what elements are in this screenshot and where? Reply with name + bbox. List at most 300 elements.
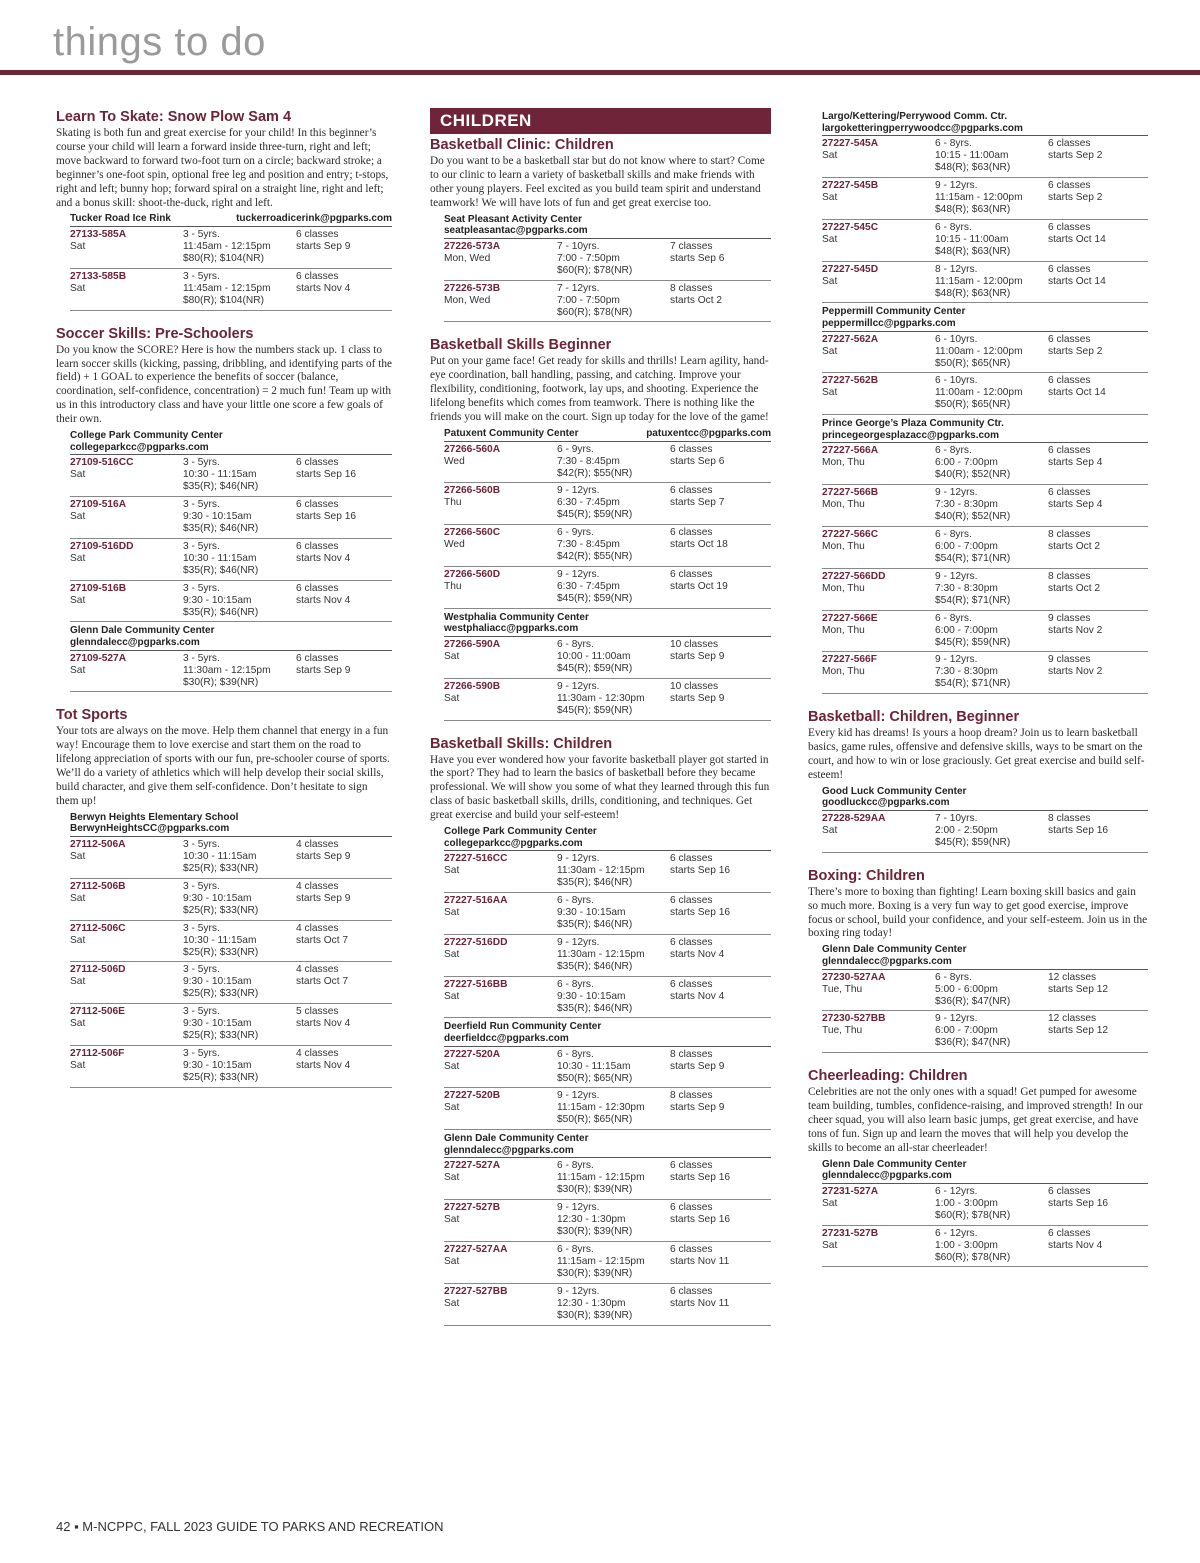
location-email[interactable]: glenndalecc@pgparks.com [822, 955, 952, 967]
class-age: 3 - 5yrs. [183, 1048, 220, 1060]
location-email[interactable]: patuxentcc@pgparks.com [646, 427, 771, 439]
class-row [822, 220, 1148, 262]
activity-section [808, 111, 1148, 694]
class-code[interactable]: 27227-545C [822, 221, 879, 233]
class-days: Wed [444, 455, 465, 467]
location-header [70, 213, 392, 227]
class-classes: 8 classes [670, 282, 713, 294]
location-name: Good Luck Community Center [822, 785, 967, 797]
class-starts: starts Sep 16 [670, 1172, 731, 1184]
class-age: 9 - 12yrs. [935, 487, 978, 499]
class-fee: $48(R); $63(NR) [935, 162, 1011, 174]
class-starts: starts Oct 7 [296, 934, 349, 946]
class-code[interactable]: 27266-590A [444, 638, 501, 650]
class-fee: $25(R); $33(NR) [183, 1030, 259, 1042]
class-row [444, 239, 771, 281]
class-time: 7:30 - 8:30pm [935, 499, 998, 511]
class-code[interactable]: 27227-516DD [444, 936, 508, 948]
class-days: Mon, Thu [822, 457, 865, 469]
class-days: Wed [444, 539, 465, 551]
class-classes: 9 classes [1048, 612, 1091, 624]
class-starts: starts Nov 11 [670, 1255, 730, 1267]
class-code[interactable]: 27112-506B [70, 880, 126, 892]
class-fee: $48(R); $63(NR) [935, 203, 1011, 215]
activity-title: Basketball Skills Beginner [430, 337, 612, 354]
class-code[interactable]: 27228-529AA [822, 812, 886, 824]
class-fee: $30(R); $39(NR) [557, 1226, 633, 1238]
class-age: 7 - 12yrs. [557, 282, 600, 294]
class-days: Sat [70, 552, 86, 564]
location-email[interactable]: peppermillcc@pgparks.com [822, 317, 956, 329]
class-code[interactable]: 27266-560D [444, 568, 501, 580]
activity-description: Skating is both fun and great exercise for your child! In this beginner’s course your child will learn a forward inside three-turn, right and left; move backward to forward two-foot turn on a circle; backward stroke; a beginner’s one-foot spin, optional free leg and position and entry; t-stops, right and left; bunny hop; forward spiral on a straight line, right and left; and a bonus skill: shoot-the-duck, right and left. [56, 127, 389, 209]
class-time: 9:30 - 10:15am [183, 1018, 252, 1030]
class-fee: $42(R); $55(NR) [557, 551, 633, 563]
class-code[interactable]: 27231-527B [822, 1227, 879, 1239]
class-code[interactable]: 27109-516CC [70, 457, 134, 469]
class-row [70, 1046, 392, 1088]
class-days: Sat [444, 990, 460, 1002]
location-email[interactable]: goodluckcc@pgparks.com [822, 797, 950, 809]
location-email[interactable]: princegeorgesplazacc@pgparks.com [822, 429, 1000, 441]
page-title: things to do [53, 20, 266, 64]
class-fee: $35(R); $46(NR) [183, 481, 259, 493]
class-code[interactable]: 27231-527A [822, 1185, 879, 1197]
class-days: Mon, Wed [444, 294, 491, 306]
class-days: Sat [70, 282, 86, 294]
class-row [70, 962, 392, 1004]
class-age: 9 - 12yrs. [557, 1090, 600, 1102]
class-time: 11:30am - 12:15pm [557, 865, 645, 877]
class-code[interactable]: 27109-527A [70, 652, 127, 664]
location-email[interactable]: westphaliacc@pgparks.com [444, 623, 579, 635]
location-header [822, 944, 1148, 969]
location-header [70, 625, 392, 650]
activity-description: Do you know the SCORE? Here is how the numbers stack up. 1 class to learn soccer skills (kicking, passing, dribbling, and identifying parts of the field) + 1 GOAL to experience the benefits of soccer (balance, coordination, self-confidence, concentration) = 2 much fun! Team up with us in this introductory class and have your little one score a few goals of their own. [56, 343, 393, 426]
class-row [444, 935, 771, 977]
class-time: 9:30 - 10:15am [183, 976, 252, 988]
location-name: Glenn Dale Community Center [444, 1133, 589, 1145]
class-code[interactable]: 27227-545A [822, 138, 879, 150]
class-age: 6 - 12yrs. [935, 1227, 978, 1239]
class-row [822, 611, 1148, 653]
class-fee: $54(R); $71(NR) [935, 552, 1011, 564]
location-name: Peppermill Community Center [822, 306, 966, 318]
class-age: 3 - 5yrs. [183, 880, 220, 892]
class-days: Sat [70, 241, 86, 253]
class-time: 6:00 - 7:00pm [935, 540, 998, 552]
class-fee: $30(R); $39(NR) [557, 1309, 633, 1321]
class-time: 11:30am - 12:30pm [557, 692, 645, 704]
location-header [70, 430, 392, 455]
class-fee: $50(R); $65(NR) [935, 399, 1011, 411]
class-age: 6 - 8yrs. [557, 978, 594, 990]
class-code[interactable]: 27109-516B [70, 582, 127, 594]
class-time: 2:00 - 2:50pm [935, 824, 998, 836]
class-days: Sat [444, 692, 460, 704]
location-email[interactable]: seatpleasantac@pgparks.com [444, 225, 588, 237]
class-code[interactable]: 27227-566B [822, 487, 879, 499]
class-days: Sat [444, 1297, 460, 1309]
class-age: 9 - 12yrs. [935, 570, 978, 582]
class-fee: $80(R); $104(NR) [183, 253, 264, 265]
class-age: 6 - 8yrs. [557, 1048, 594, 1060]
class-classes: 6 classes [296, 540, 339, 552]
class-time: 10:15 - 11:00am [935, 150, 1009, 162]
class-code[interactable]: 27227-566F [822, 654, 877, 666]
class-classes: 6 classes [1048, 1185, 1091, 1197]
class-row [70, 497, 392, 539]
class-code[interactable]: 27227-566A [822, 445, 879, 457]
activity-section [56, 706, 392, 1087]
activity-description: Have you ever wondered how your favorite basketball player got started in the sport? They had to learn the basics of basketball before they became professional. We will show you some of what they learned through this fun class of basic basketball skills, drills, conditioning, and techniques. Get great exercise and build your self-esteem! [430, 753, 770, 822]
class-days: Sat [822, 233, 838, 245]
location-name: College Park Community Center [70, 430, 223, 442]
class-starts: starts Sep 9 [670, 1102, 725, 1114]
location-header [822, 1159, 1148, 1184]
class-code[interactable]: 27109-516A [70, 499, 127, 511]
location-email[interactable]: collegeparkcc@pgparks.com [70, 441, 209, 453]
class-code[interactable]: 27226-573B [444, 282, 501, 294]
class-time: 6:30 - 7:45pm [557, 497, 620, 509]
class-fee: $36(R); $47(NR) [935, 1037, 1011, 1049]
class-starts: starts Nov 4 [670, 990, 725, 1002]
class-classes: 12 classes [1048, 971, 1097, 983]
class-code[interactable]: 27230-527AA [822, 971, 886, 983]
class-starts: starts Sep 9 [296, 851, 351, 863]
class-starts: starts Sep 6 [670, 455, 725, 467]
class-row [444, 483, 771, 525]
class-age: 6 - 8yrs. [935, 971, 972, 983]
class-age: 3 - 5yrs. [183, 499, 220, 511]
class-age: 6 - 8yrs. [557, 638, 594, 650]
class-row [444, 1242, 771, 1284]
location-name: Seat Pleasant Activity Center [444, 213, 583, 225]
class-code[interactable]: 27227-527A [444, 1160, 501, 1172]
class-code[interactable]: 27227-566E [822, 612, 878, 624]
class-row [822, 373, 1148, 415]
class-time: 9:30 - 10:15am [557, 907, 626, 919]
class-time: 7:30 - 8:45pm [557, 455, 620, 467]
class-time: 9:30 - 10:15am [183, 594, 252, 606]
class-starts: starts Nov 11 [670, 1297, 730, 1309]
class-days: Sat [444, 1214, 460, 1226]
class-classes: 8 classes [1048, 812, 1091, 824]
class-row [70, 879, 392, 921]
class-code[interactable]: 27226-573A [444, 240, 501, 252]
class-code[interactable]: 27266-590B [444, 680, 501, 692]
class-code[interactable]: 27133-585A [70, 229, 127, 241]
class-classes: 7 classes [670, 240, 713, 252]
class-days: Sat [70, 594, 86, 606]
activity-title: Basketball Clinic: Children [430, 137, 614, 153]
class-fee: $42(R); $55(NR) [557, 467, 633, 479]
class-time: 7:30 - 8:30pm [935, 666, 998, 678]
class-starts: starts Sep 9 [670, 692, 725, 704]
class-row [444, 851, 771, 893]
class-fee: $35(R); $46(NR) [557, 1002, 633, 1014]
activity-title: Boxing: Children [808, 867, 925, 884]
class-fee: $45(R); $59(NR) [557, 509, 633, 521]
location-email[interactable]: glenndalecc@pgparks.com [444, 1144, 574, 1156]
class-age: 3 - 5yrs. [183, 457, 220, 469]
class-row [70, 539, 392, 581]
location-header [444, 428, 771, 442]
location-header [444, 826, 771, 851]
class-row [444, 525, 771, 567]
page-footer: 42 ▪ M-NCPPC, FALL 2023 GUIDE TO PARKS AND RECREATION [56, 1519, 444, 1534]
class-classes: 6 classes [670, 1285, 713, 1297]
class-starts: starts Sep 7 [670, 497, 725, 509]
class-days: Tue, Thu [822, 1025, 863, 1037]
class-starts: starts Oct 2 [1048, 540, 1101, 552]
activity-description: Do you want to be a basketball star but do not know where to start? Come to our clinic to learn a variety of basketball skills and make friends with other young players. Feel excited as you build team spirit and understand teamwork! We will have lots of fun and get great exercise too. [430, 155, 765, 209]
class-days: Sat [822, 824, 838, 836]
class-row [444, 977, 771, 1019]
class-starts: starts Nov 4 [296, 282, 351, 294]
class-code[interactable]: 27112-506A [70, 839, 126, 851]
class-time: 11:00am - 12:00pm [935, 345, 1023, 357]
class-code[interactable]: 27227-516CC [444, 853, 508, 865]
class-code[interactable]: 27227-566C [822, 528, 879, 540]
class-time: 12:30 - 1:30pm [557, 1214, 626, 1226]
activity-title: Basketball: Children, Beginner [808, 709, 1020, 726]
class-age: 3 - 5yrs. [183, 229, 220, 241]
class-starts: starts Sep 16 [296, 511, 357, 523]
class-fee: $45(R); $59(NR) [557, 662, 633, 674]
class-row [822, 1226, 1148, 1268]
class-row [444, 567, 771, 609]
class-time: 10:30 - 11:15am [183, 934, 257, 946]
class-classes: 6 classes [296, 582, 339, 594]
class-days: Sat [70, 976, 86, 988]
class-code[interactable]: 27227-520B [444, 1090, 501, 1102]
class-code[interactable]: 27112-506F [70, 1048, 125, 1060]
class-row [70, 269, 392, 311]
activity-section [430, 735, 771, 1326]
class-time: 7:00 - 7:50pm [557, 294, 620, 306]
class-age: 3 - 5yrs. [183, 922, 220, 934]
class-code[interactable]: 27109-516DD [70, 540, 134, 552]
class-row [822, 1011, 1148, 1053]
class-days: Sat [70, 934, 86, 946]
class-classes: 6 classes [1048, 445, 1091, 457]
class-code[interactable]: 27227-545D [822, 263, 879, 275]
class-code[interactable]: 27133-585B [70, 270, 127, 282]
class-age: 6 - 8yrs. [935, 445, 972, 457]
class-classes: 6 classes [670, 895, 713, 907]
class-starts: starts Sep 16 [670, 865, 731, 877]
class-age: 6 - 10yrs. [935, 333, 978, 345]
class-code[interactable]: 27227-516BB [444, 978, 508, 990]
class-classes: 5 classes [296, 1006, 339, 1018]
class-starts: starts Sep 2 [1048, 191, 1103, 203]
class-age: 9 - 12yrs. [935, 1013, 978, 1025]
class-classes: 6 classes [296, 499, 339, 511]
class-classes: 9 classes [1048, 654, 1091, 666]
class-time: 11:15am - 12:15pm [557, 1255, 645, 1267]
column-3 [808, 108, 1148, 1281]
class-fee: $60(R); $78(NR) [557, 306, 633, 318]
class-time: 10:15 - 11:00am [935, 233, 1009, 245]
class-fee: $60(R); $78(NR) [557, 264, 633, 276]
location-email[interactable]: BerwynHeightsCC@pgparks.com [70, 823, 230, 835]
class-time: 5:00 - 6:00pm [935, 983, 998, 995]
class-time: 9:30 - 10:15am [557, 990, 626, 1002]
location-email[interactable]: glenndalecc@pgparks.com [70, 637, 200, 649]
class-row [822, 136, 1148, 178]
class-time: 11:15am - 12:00pm [935, 275, 1023, 287]
class-age: 3 - 5yrs. [183, 652, 220, 664]
location-email[interactable]: glenndalecc@pgparks.com [822, 1170, 952, 1182]
location-header [822, 786, 1148, 811]
class-code[interactable]: 27112-506D [70, 964, 126, 976]
class-classes: 8 classes [1048, 528, 1091, 540]
class-code[interactable]: 27227-562A [822, 333, 879, 345]
class-fee: $25(R); $33(NR) [183, 946, 259, 958]
class-row [444, 1088, 771, 1130]
class-starts: starts Sep 9 [670, 1060, 725, 1072]
class-starts: starts Sep 12 [1048, 983, 1109, 995]
class-fee: $25(R); $33(NR) [183, 988, 259, 1000]
class-time: 11:15am - 12:30pm [557, 1102, 645, 1114]
class-code[interactable]: 27227-516AA [444, 895, 508, 907]
location-header [444, 1133, 771, 1158]
activity-description: Celebrities are not the only ones with a squad! Get pumped for awesome team building, tumbles, confidence-raising, and improved strength! In our cheer squad, you will also learn basic jumps, get great exercise, and have tons of fun. Sign up and learn the moves that will help you develop the skills to become an all-star cheerleader! [808, 1086, 1143, 1154]
class-fee: $30(R); $39(NR) [183, 676, 259, 688]
class-code[interactable]: 27227-545B [822, 179, 879, 191]
class-row [444, 1047, 771, 1089]
class-starts: starts Sep 4 [1048, 499, 1103, 511]
class-time: 11:30am - 12:15pm [557, 948, 645, 960]
activity-section [808, 867, 1148, 1053]
class-starts: starts Nov 4 [670, 948, 725, 960]
class-code[interactable]: 27227-562B [822, 375, 879, 387]
class-row [444, 1284, 771, 1326]
class-starts: starts Sep 9 [296, 241, 351, 253]
class-classes: 6 classes [1048, 221, 1091, 233]
class-age: 8 - 12yrs. [935, 263, 978, 275]
class-row [444, 442, 771, 484]
location-header [822, 418, 1148, 443]
class-starts: starts Sep 16 [296, 469, 357, 481]
class-days: Sat [70, 469, 86, 481]
class-starts: starts Nov 4 [1048, 1239, 1103, 1251]
class-days: Sat [444, 1255, 460, 1267]
class-time: 11:45am - 12:15pm [183, 241, 271, 253]
class-age: 6 - 8yrs. [935, 528, 972, 540]
class-fee: $35(R); $46(NR) [557, 919, 633, 931]
class-classes: 10 classes [670, 638, 719, 650]
location-email[interactable]: tuckerroadicerink@pgparks.com [236, 213, 392, 225]
activity-section [56, 108, 392, 311]
class-starts: starts Sep 16 [670, 1214, 731, 1226]
class-code[interactable]: 27112-506C [70, 922, 126, 934]
class-code[interactable]: 27266-560B [444, 485, 501, 497]
class-age: 3 - 5yrs. [183, 270, 220, 282]
class-starts: starts Oct 14 [1048, 233, 1106, 245]
class-time: 11:00am - 12:00pm [935, 387, 1023, 399]
class-classes: 4 classes [296, 922, 339, 934]
class-days: Sat [444, 650, 460, 662]
class-age: 7 - 10yrs. [935, 812, 978, 824]
class-starts: starts Sep 12 [1048, 1025, 1109, 1037]
class-code[interactable]: 27227-520A [444, 1048, 501, 1060]
class-classes: 6 classes [670, 853, 713, 865]
class-fee: $60(R); $78(NR) [935, 1209, 1011, 1221]
location-header [822, 306, 1148, 331]
activity-section [56, 325, 392, 693]
class-classes: 6 classes [670, 936, 713, 948]
class-code[interactable]: 27227-527BB [444, 1285, 508, 1297]
class-row [70, 227, 392, 269]
class-code[interactable]: 27227-527AA [444, 1243, 508, 1255]
class-classes: 6 classes [296, 457, 339, 469]
class-time: 6:00 - 7:00pm [935, 457, 998, 469]
activity-section [430, 336, 771, 720]
class-fee: $25(R); $33(NR) [183, 904, 259, 916]
class-age: 9 - 12yrs. [557, 485, 600, 497]
class-code[interactable]: 27227-566DD [822, 570, 886, 582]
class-code[interactable]: 27266-560C [444, 527, 501, 539]
class-days: Thu [444, 497, 462, 509]
class-age: 6 - 8yrs. [557, 1160, 594, 1172]
class-classes: 4 classes [296, 880, 339, 892]
location-name: Westphalia Community Center [444, 611, 589, 623]
class-time: 11:15am - 12:15pm [557, 1172, 645, 1184]
class-row [444, 893, 771, 935]
class-starts: starts Sep 9 [670, 650, 725, 662]
class-row [822, 332, 1148, 374]
activity-title: Basketball Skills: Children [430, 735, 613, 752]
class-fee: $35(R); $46(NR) [557, 960, 633, 972]
class-fee: $35(R); $46(NR) [183, 564, 259, 576]
class-days: Sat [444, 907, 460, 919]
class-code[interactable]: 27266-560A [444, 443, 501, 455]
location-header [444, 1021, 771, 1046]
location-name: Berwyn Heights Elementary School [70, 811, 239, 823]
class-classes: 4 classes [296, 964, 339, 976]
class-row [70, 651, 392, 693]
class-days: Sat [822, 1239, 838, 1251]
class-fee: $35(R); $46(NR) [557, 877, 633, 889]
class-age: 6 - 9yrs. [557, 527, 594, 539]
class-days: Mon, Thu [822, 582, 865, 594]
class-row [822, 527, 1148, 569]
class-classes: 6 classes [670, 978, 713, 990]
class-days: Mon, Thu [822, 624, 865, 636]
class-fee: $35(R); $46(NR) [183, 606, 259, 618]
class-code[interactable]: 27227-527B [444, 1202, 501, 1214]
class-code[interactable]: 27112-506E [70, 1006, 125, 1018]
class-code[interactable]: 27230-527BB [822, 1013, 886, 1025]
class-age: 9 - 12yrs. [935, 654, 978, 666]
class-classes: 6 classes [670, 527, 713, 539]
location-email[interactable]: largoketteringperrywoodcc@pgparks.com [822, 122, 1023, 134]
class-classes: 6 classes [296, 270, 339, 282]
location-name: Glenn Dale Community Center [70, 625, 215, 637]
class-days: Sat [444, 948, 460, 960]
class-row [444, 281, 771, 323]
location-email[interactable]: deerfieldcc@pgparks.com [444, 1033, 569, 1044]
class-row [70, 455, 392, 497]
class-starts: starts Oct 2 [670, 294, 723, 306]
class-days: Sat [70, 664, 86, 676]
class-age: 6 - 12yrs. [935, 1185, 978, 1197]
location-email[interactable]: collegeparkcc@pgparks.com [444, 837, 583, 849]
class-age: 3 - 5yrs. [183, 839, 220, 851]
class-classes: 6 classes [670, 1160, 713, 1172]
